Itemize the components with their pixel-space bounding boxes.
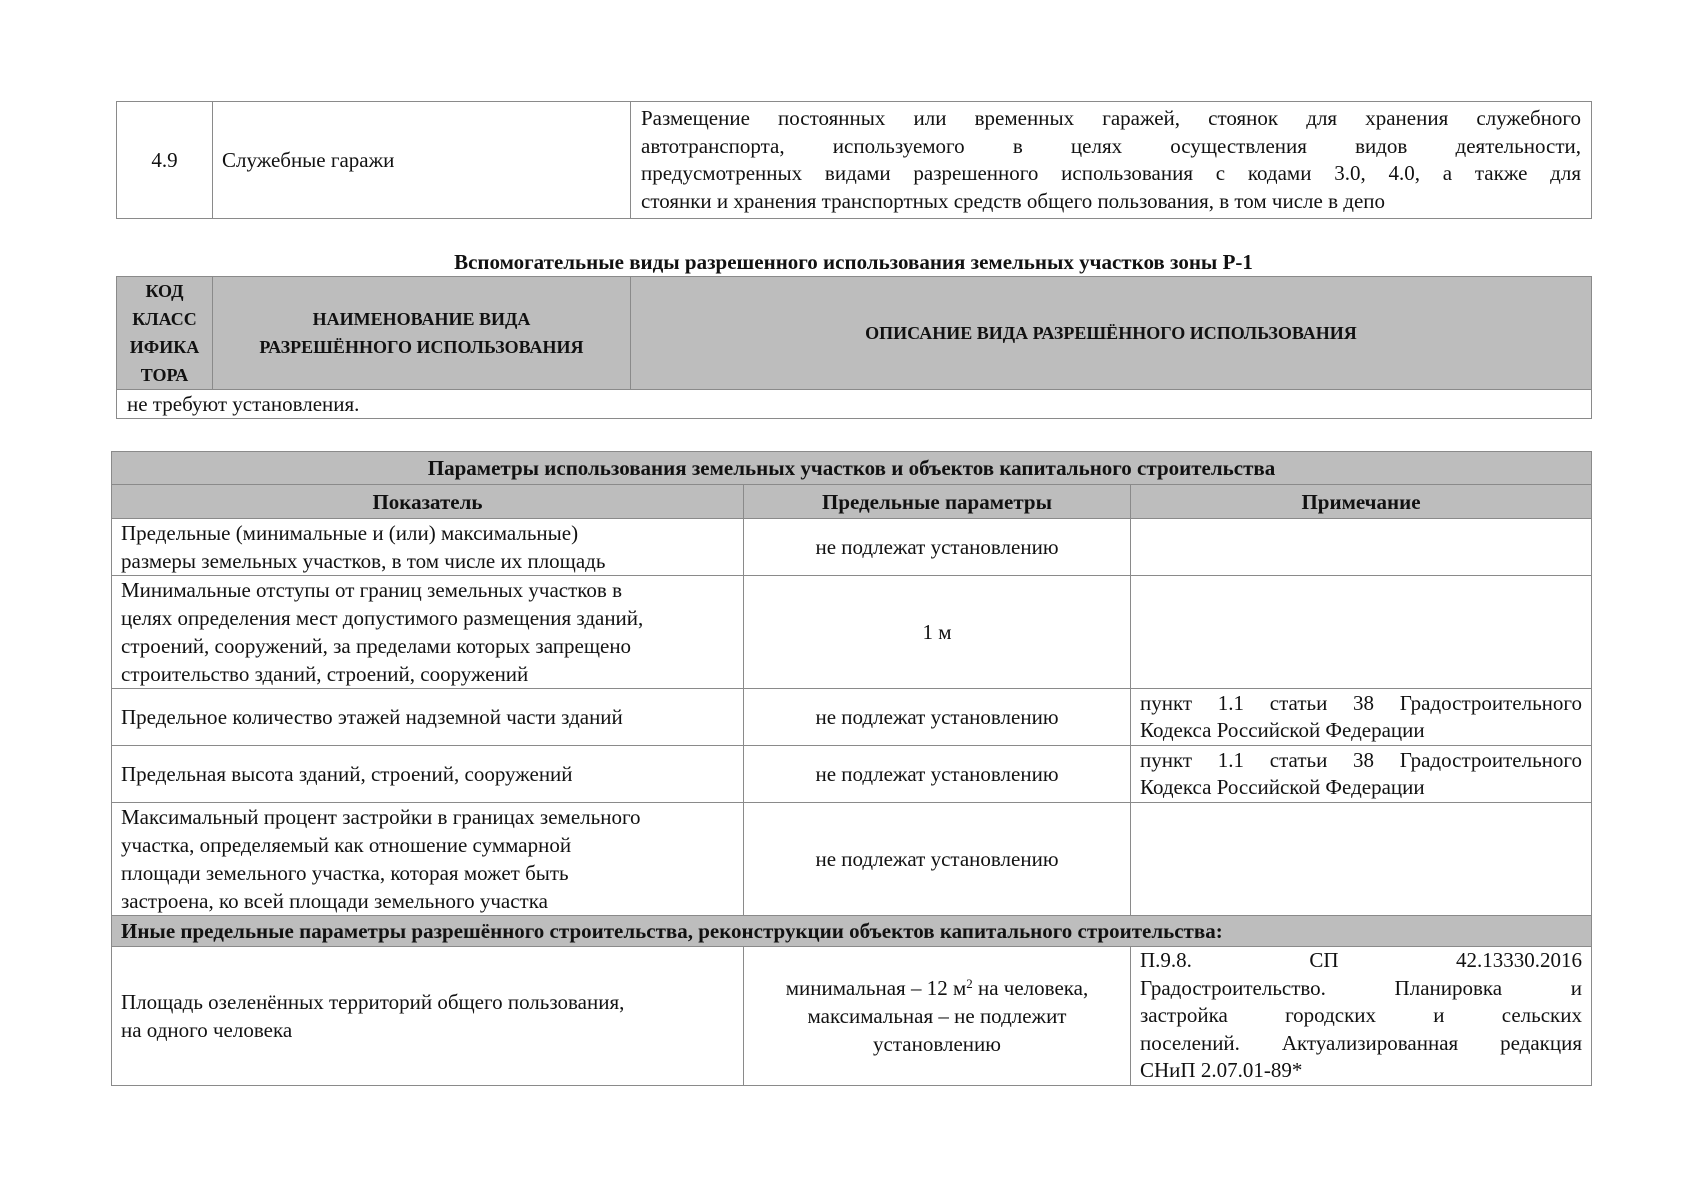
indicator-cell [112, 519, 744, 576]
cell-line: пункт 1.1 статьи 38 Градостроительного [1140, 690, 1582, 715]
cell-line: максимальная – не подлежит [807, 1004, 1067, 1028]
cell-line: размеры земельных участков, в том числе их площадь [121, 549, 606, 573]
limit-cell: не подлежат установлению [744, 519, 1131, 576]
note-cell [1131, 803, 1592, 916]
superscript: 2 [966, 976, 973, 991]
table-row [112, 803, 1592, 916]
limit-text: на человека, [972, 976, 1089, 1000]
note-cell [1131, 947, 1592, 1086]
cell-line: Минимальные отступы от границ земельных участков в [121, 578, 623, 602]
cell-line: Максимальный процент застройки в границах земельного [121, 805, 641, 829]
header-line: РАЗРЕШЁННОГО ИСПОЛЬЗОВАНИЯ [259, 337, 584, 357]
note-cell [1131, 746, 1592, 803]
caption-row [112, 452, 1592, 485]
cell-line: целях определения мест допустимого размещения зданий, [121, 606, 644, 630]
auxiliary-title: Вспомогательные виды разрешенного использования земельных участков зоны Р-1 [454, 250, 1253, 274]
indicator-cell: Предельная высота зданий, строений, сооружений [112, 746, 744, 803]
header-line: КОД [145, 281, 184, 301]
cell-line: площади земельного участка, которая может быть [121, 861, 569, 885]
description-header: ОПИСАНИЕ ВИДА РАЗРЕШЁННОГО ИСПОЛЬЗОВАНИЯ [631, 277, 1592, 390]
column-header-row [112, 485, 1592, 519]
other-parameters-caption: Иные предельные параметры разрешённого строительства, реконструкции объектов капитального строительства: [112, 916, 1592, 947]
indicator-cell [112, 576, 744, 689]
cell-line: Предельные (минимальные и (или) максимальные) [121, 521, 579, 545]
cell-line: Площадь озеленённых территорий общего пользования, [121, 990, 625, 1014]
limit-cell [744, 947, 1131, 1086]
column-header-indicator: Показатель [112, 485, 744, 519]
description-line: Размещение постоянных или временных гаражей, стоянок для хранения служебного [641, 106, 1581, 130]
note-cell [1131, 576, 1592, 689]
subheader-row [112, 916, 1592, 947]
table-row [112, 746, 1592, 803]
cell-line: Градостроительство. Планировка и [1140, 975, 1582, 1000]
cell-line: Кодекса Российской Федерации [1140, 718, 1425, 742]
column-header-limit: Предельные параметры [744, 485, 1131, 519]
indicator-cell [112, 803, 744, 916]
auxiliary-note: не требуют установления. [117, 390, 1592, 419]
cell-line: П.9.8. СП 42.13330.2016 [1140, 948, 1582, 973]
header-row [117, 277, 1592, 390]
cell-line [753, 974, 1121, 1002]
header-line: ИФИКА [129, 337, 200, 357]
name-cell: Служебные гаражи [213, 102, 631, 219]
indicator-cell [112, 947, 744, 1086]
note-cell [1131, 689, 1592, 746]
header-line: КЛАСС [132, 309, 197, 329]
name-header [213, 277, 631, 390]
description-cell [631, 102, 1592, 219]
cell-line: застроена, ко всей площади земельного участка [121, 889, 548, 913]
column-header-note: Примечание [1131, 485, 1592, 519]
table-row [112, 947, 1592, 1086]
limit-cell: не подлежат установлению [744, 746, 1131, 803]
cell-line: строений, сооружений, за пределами которых запрещено [121, 634, 632, 658]
table-row [112, 689, 1592, 746]
limit-text: минимальная – 12 м [785, 976, 967, 1000]
cell-line: СНиП 2.07.01-89* [1140, 1058, 1303, 1083]
indicator-cell: Предельное количество этажей надземной части зданий [112, 689, 744, 746]
table-row [117, 102, 1592, 219]
description-line: автотранспорта, используемого в целях осуществления видов деятельности, [641, 133, 1581, 158]
cell-line: поселений. Актуализированная редакция [1140, 1030, 1582, 1055]
limit-cell: не подлежат установлению [744, 803, 1131, 916]
table-row [117, 390, 1592, 419]
cell-line: застройка городских и сельских [1140, 1003, 1582, 1028]
table-row [112, 576, 1592, 689]
cell-line: строительство зданий, строений, сооружений [121, 662, 529, 686]
top-table [116, 101, 1592, 219]
limit-cell: не подлежат установлению [744, 689, 1131, 746]
cell-line: участка, определяемый как отношение суммарной [121, 833, 572, 857]
header-line: ТОРА [140, 365, 189, 385]
table-row [112, 519, 1592, 576]
cell-line: установлению [873, 1032, 1001, 1056]
code-header [117, 277, 213, 390]
parameters-table [111, 451, 1592, 1086]
description-line: предусмотренных видами разрешенного использования с кодами 3.0, 4.0, а также для [641, 161, 1581, 185]
parameters-caption: Параметры использования земельных участков и объектов капитального строительства [112, 452, 1592, 485]
cell-line: на одного человека [121, 1018, 293, 1042]
cell-line: пункт 1.1 статьи 38 Градостроительного [1140, 747, 1582, 772]
header-line: НАИМЕНОВАНИЕ ВИДА [312, 309, 531, 329]
description-line: стоянки и хранения транспортных средств общего пользования, в том числе в депо [641, 188, 1386, 213]
cell-line: Кодекса Российской Федерации [1140, 775, 1425, 799]
note-cell [1131, 519, 1592, 576]
limit-cell: 1 м [744, 576, 1131, 689]
code-cell: 4.9 [117, 102, 213, 219]
auxiliary-table [116, 276, 1592, 419]
